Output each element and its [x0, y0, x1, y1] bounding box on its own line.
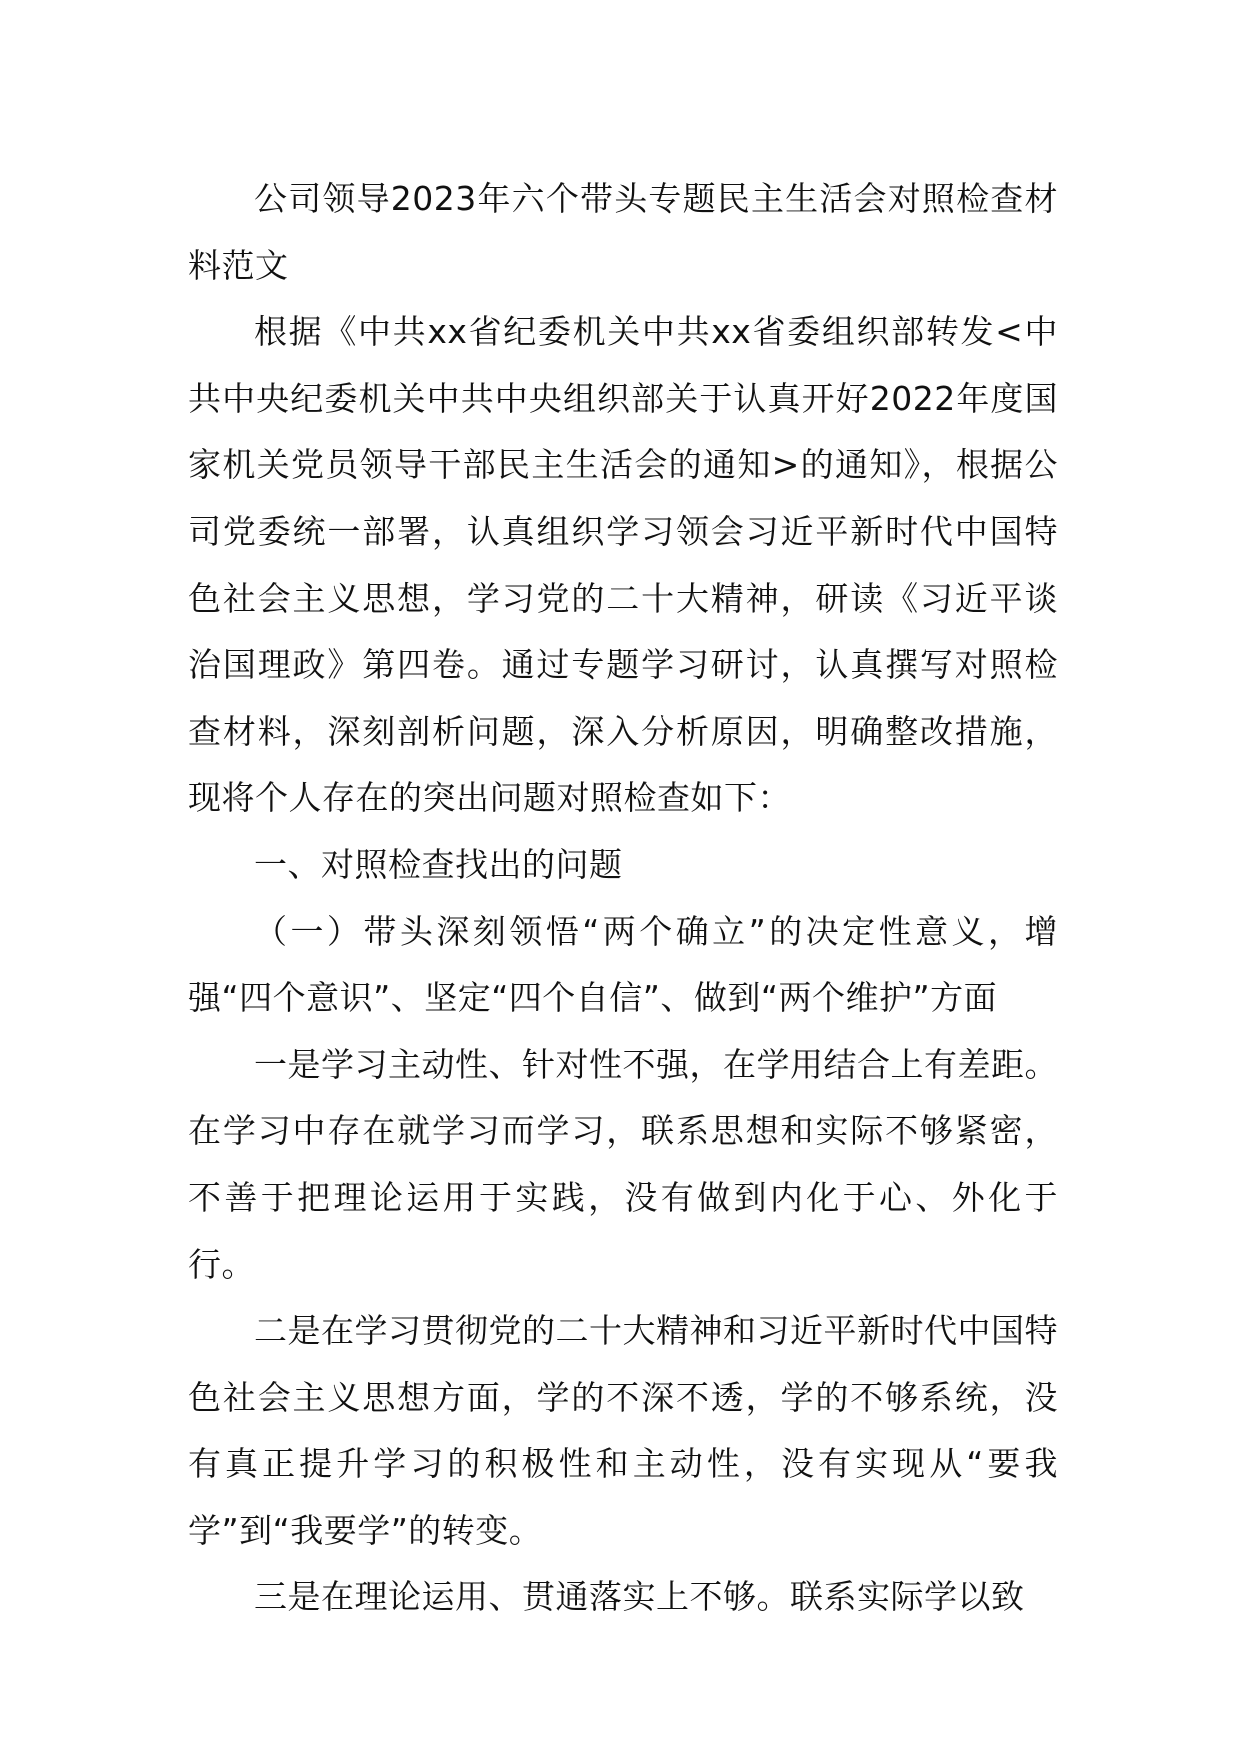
body-paragraph: 三是在理论运用、贯通落实上不够。联系实际学以致: [254, 1577, 1025, 1617]
subsection-heading: （一）带头深刻领悟“两个确立”的决定性意义，增强“四个意识”、坚定“四个自信”、做到“两个维护”方面: [188, 911, 1058, 1018]
section-heading: 一、对照检查找出的问题: [254, 844, 623, 884]
intro-paragraph: 根据《中共xx省纪委机关中共xx省委组织部转发<中共中央纪委机关中共中央组织部关于认真开好2022年度国家机关党员领导干部民主生活会的通知>的通知》，根据公司党委统一部署，认真组织学习领会习近平新时代中国特色社会主义思想，学习党的二十大精神，研读《习近平谈治国理政》第四卷。通过专题学习研讨，认真撰写对照检查材料，深刻剖析问题，深入分析原因，明确整改措施，现将个人存在的突出问题对照检查如下：: [188, 312, 1058, 818]
document-title: 公司领导2023年六个带头专题民主生活会对照检查材料范文: [188, 179, 1058, 285]
body-paragraph: 二是在学习贯彻党的二十大精神和习近平新时代中国特色社会主义思想方面，学的不深不透，学的不够系统，没有真正提升学习的积极性和主动性，没有实现从“要我学”到“我要学”的转变。: [188, 1311, 1058, 1550]
document-body: [188, 166, 1058, 1631]
body-paragraph: 一是学习主动性、针对性不强，在学用结合上有差距。在学习中存在就学习而学习，联系思想和实际不够紧密，不善于把理论运用于实践，没有做到内化于心、外化于行。: [188, 1044, 1058, 1284]
